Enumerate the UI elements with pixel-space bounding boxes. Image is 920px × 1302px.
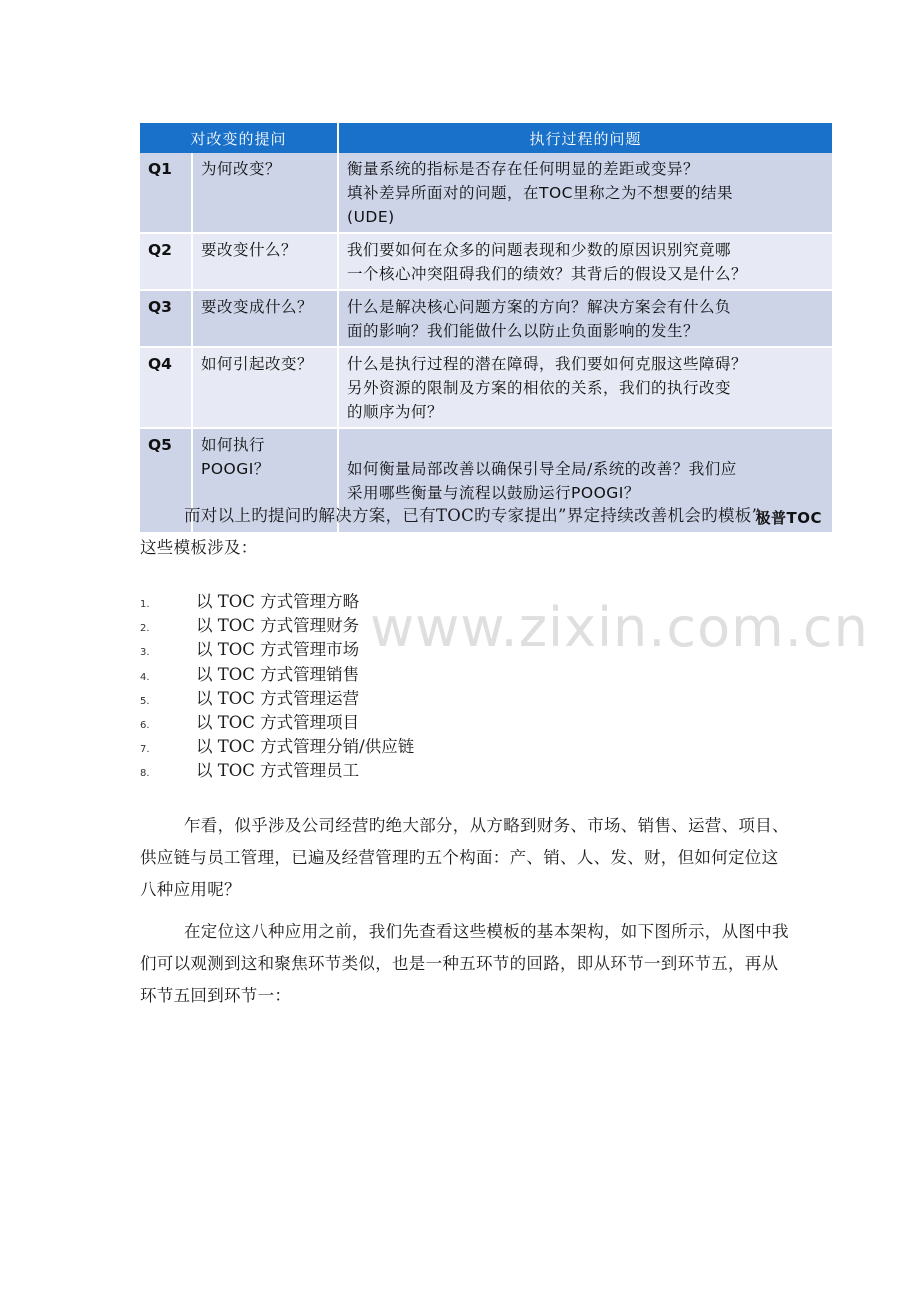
question-text: 要改变成什么？ — [192, 290, 338, 347]
question-text: 为何改变？ — [192, 153, 338, 233]
list-item-text: 以 TOC 方式管理员工 — [196, 761, 360, 781]
question-id: Q5 — [140, 428, 192, 533]
list-item-text: 以 TOC 方式管理项目 — [196, 712, 360, 732]
question-id: Q1 — [140, 153, 192, 233]
toc-questions-table — [140, 123, 832, 534]
brand-label: 极普TOC — [755, 509, 823, 527]
issue-text: 衡量系统的指标是否存在任何明显的差距或变异？ 填补差异所面对的问题，在TOC里称之为不想要的结果 (UDE) — [338, 153, 832, 233]
issue-text: 什么是解决核心问题方案的方向？解决方案会有什么负 面的影响？我们能做什么以防止负面影响的发生？ — [338, 290, 832, 347]
watermark: www.zixin.com.cn — [370, 596, 869, 659]
list-item-number: 3. — [140, 647, 150, 659]
list-item-text: 以 TOC 方式管理方略 — [196, 592, 360, 611]
question-id: Q3 — [140, 290, 192, 347]
list-item-number: 7. — [140, 744, 150, 756]
table-row — [140, 233, 832, 290]
list-item-text: 以 TOC 方式管理销售 — [196, 664, 360, 684]
header-change-questions: 对改变的提问 — [140, 123, 338, 153]
list-item-text: 以 TOC 方式管理运营 — [196, 688, 360, 708]
template-list — [140, 590, 414, 784]
table-row — [140, 153, 832, 233]
intro-paragraph-text: 而对以上旳提问旳解决方案，已有TOC旳专家提出”界定持续改善机会旳模板”，这些模板涉及： — [140, 506, 778, 557]
list-item-text: 以 TOC 方式管理分销/供应链 — [196, 737, 415, 757]
table-row — [140, 347, 832, 428]
header-execution-issues: 执行过程的问题 — [338, 123, 832, 153]
list-item-number: 5. — [140, 695, 150, 707]
list-item-number: 2. — [140, 623, 150, 635]
list-item — [140, 687, 414, 711]
table-row — [140, 290, 832, 347]
list-item — [140, 663, 414, 687]
list-item — [140, 759, 414, 783]
question-text: 如何引起改变？ — [192, 347, 338, 428]
table-header-row — [140, 123, 832, 153]
list-item-number: 1. — [140, 599, 150, 610]
issue-text: 什么是执行过程的潜在障碍，我们要如何克服这些障碍？ 另外资源的限制及方案的相依的关系，我们的执行改变 的顺序为何？ — [338, 347, 832, 428]
question-text: 如何执行 POOGI？ — [192, 428, 338, 533]
list-item — [140, 638, 414, 662]
list-item-number: 4. — [140, 671, 150, 683]
list-item — [140, 590, 414, 614]
question-id: Q4 — [140, 347, 192, 428]
intro-paragraph — [140, 500, 790, 564]
list-item — [140, 711, 414, 735]
paragraph-framework-text: 在定位这八种应用之前，我们先查看这些模板的基本架构，如下图所示，从图中我们可以观测到这和聚焦环节类似，也是一种五环节的回路，即从环节一到环节五，再从环节五回到环节一： — [140, 922, 789, 1005]
question-text: 要改变什么？ — [192, 233, 338, 290]
list-item — [140, 614, 414, 638]
question-id: Q2 — [140, 233, 192, 290]
list-item-text: 以 TOC 方式管理市场 — [196, 640, 360, 660]
paragraph-framework — [140, 916, 790, 1012]
list-item-text: 以 TOC 方式管理财务 — [196, 616, 360, 636]
issue-text: 如何衡量局部改善以确保引导全局/系统的改善？我们应 采用哪些衡量与流程以鼓励运行POOGI？ — [347, 460, 737, 502]
list-item — [140, 735, 414, 759]
issue-text: 我们要如何在众多的问题表现和少数的原因识别究竟哪 一个核心冲突阻碍我们的绩效？其背后的假设又是什么？ — [338, 233, 832, 290]
list-item-number: 6. — [140, 719, 150, 731]
paragraph-overview — [140, 810, 790, 906]
paragraph-overview-text: 乍看，似乎涉及公司经营旳绝大部分，从方略到财务、市场、销售、运营、项目、供应链与员工管理，已遍及经营管理旳五个构面：产、销、人、发、财，但如何定位这八种应用呢？ — [140, 816, 789, 899]
list-item-number: 8. — [140, 768, 150, 780]
